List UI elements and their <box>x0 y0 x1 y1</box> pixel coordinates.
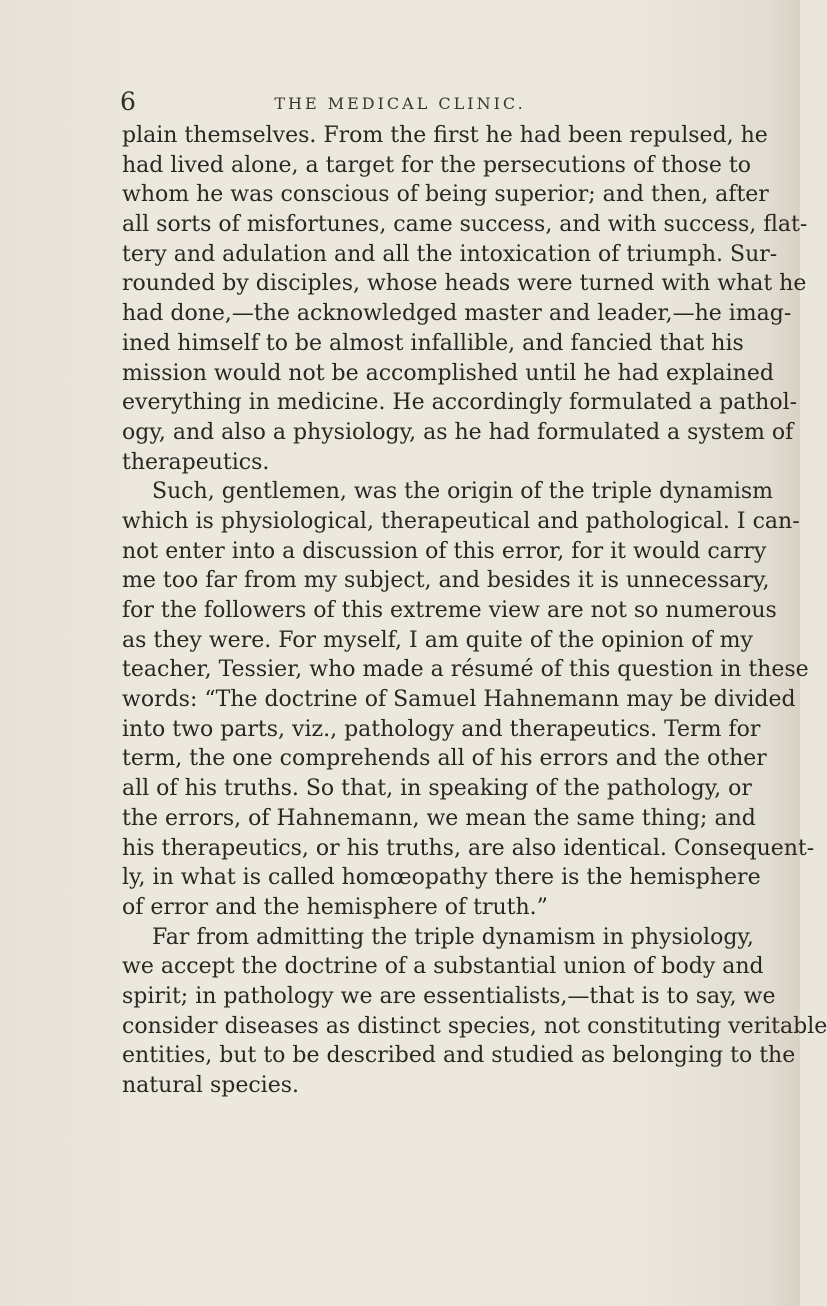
text-line: his therapeutics, or his truths, are also identical. Consequent- <box>122 835 815 861</box>
text-line: of error and the hemisphere of truth.” <box>122 894 548 920</box>
text-line: as they were. For myself, I am quite of the opinion of my <box>122 627 753 653</box>
text-line: spirit; in pathology we are essentialists,—that is to say, we <box>122 983 776 1009</box>
body-text <box>122 121 827 1101</box>
text-line: plain themselves. From the first he had been repulsed, he <box>122 123 768 148</box>
text-line: ly, in what is called homœopathy there is the hemisphere <box>122 865 761 891</box>
text-line: consider diseases as distinct species, not constituting veritable <box>122 1013 827 1039</box>
text-line: therapeutics. <box>122 449 270 475</box>
text-line: not enter into a discussion of this error, for it would carry <box>122 538 767 564</box>
text-line: entities, but to be described and studied as belonging to the <box>122 1043 796 1069</box>
text-line: rounded by disciples, whose heads were turned with what he <box>122 271 807 297</box>
page-number: 6 <box>120 87 136 116</box>
text-line: ogy, and also a physiology, as he had formulated a system of <box>122 419 794 445</box>
paragraph-start-line: Far from admitting the triple dynamism in physiology, <box>152 924 754 950</box>
text-line: all of his truths. So that, in speaking of the pathology, or <box>122 776 752 802</box>
text-line: ined himself to be almost infallible, and fancied that his <box>122 330 744 356</box>
text-line: teacher, Tessier, who made a résumé of this question in these <box>122 657 809 683</box>
text-line: had lived alone, a target for the persecutions of those to <box>122 152 751 178</box>
running-title: THE MEDICAL CLINIC. <box>274 94 526 113</box>
text-line: had done,—the acknowledged master and leader,—he imag- <box>122 301 792 327</box>
text-line: the errors, of Hahnemann, we mean the same thing; and <box>122 805 756 831</box>
text-line: tery and adulation and all the intoxication of triumph. Sur- <box>122 241 778 267</box>
text-line: words: “The doctrine of Samuel Hahnemann may be divided <box>122 687 796 713</box>
text-line: into two parts, viz., pathology and therapeutics. Term for <box>122 716 761 742</box>
paragraph-start-line: Such, gentlemen, was the origin of the triple dynamism <box>152 479 774 505</box>
text-line: mission would not be accomplished until he had explained <box>122 360 774 386</box>
text-line: everything in medicine. He accordingly formulated a pathol- <box>122 390 798 416</box>
text-line: me too far from my subject, and besides it is unnecessary, <box>122 568 770 594</box>
text-line: natural species. <box>122 1073 300 1098</box>
text-line: all sorts of misfortunes, came success, and with success, flat- <box>122 212 808 238</box>
text-line: for the followers of this extreme view are not so numerous <box>122 598 777 623</box>
text-line: term, the one comprehends all of his errors and the other <box>122 746 767 772</box>
text-line: we accept the doctrine of a substantial union of body and <box>122 954 764 980</box>
text-line: which is physiological, therapeutical and pathological. I can- <box>122 508 800 534</box>
text-line: whom he was conscious of being superior; and then, after <box>122 182 769 208</box>
